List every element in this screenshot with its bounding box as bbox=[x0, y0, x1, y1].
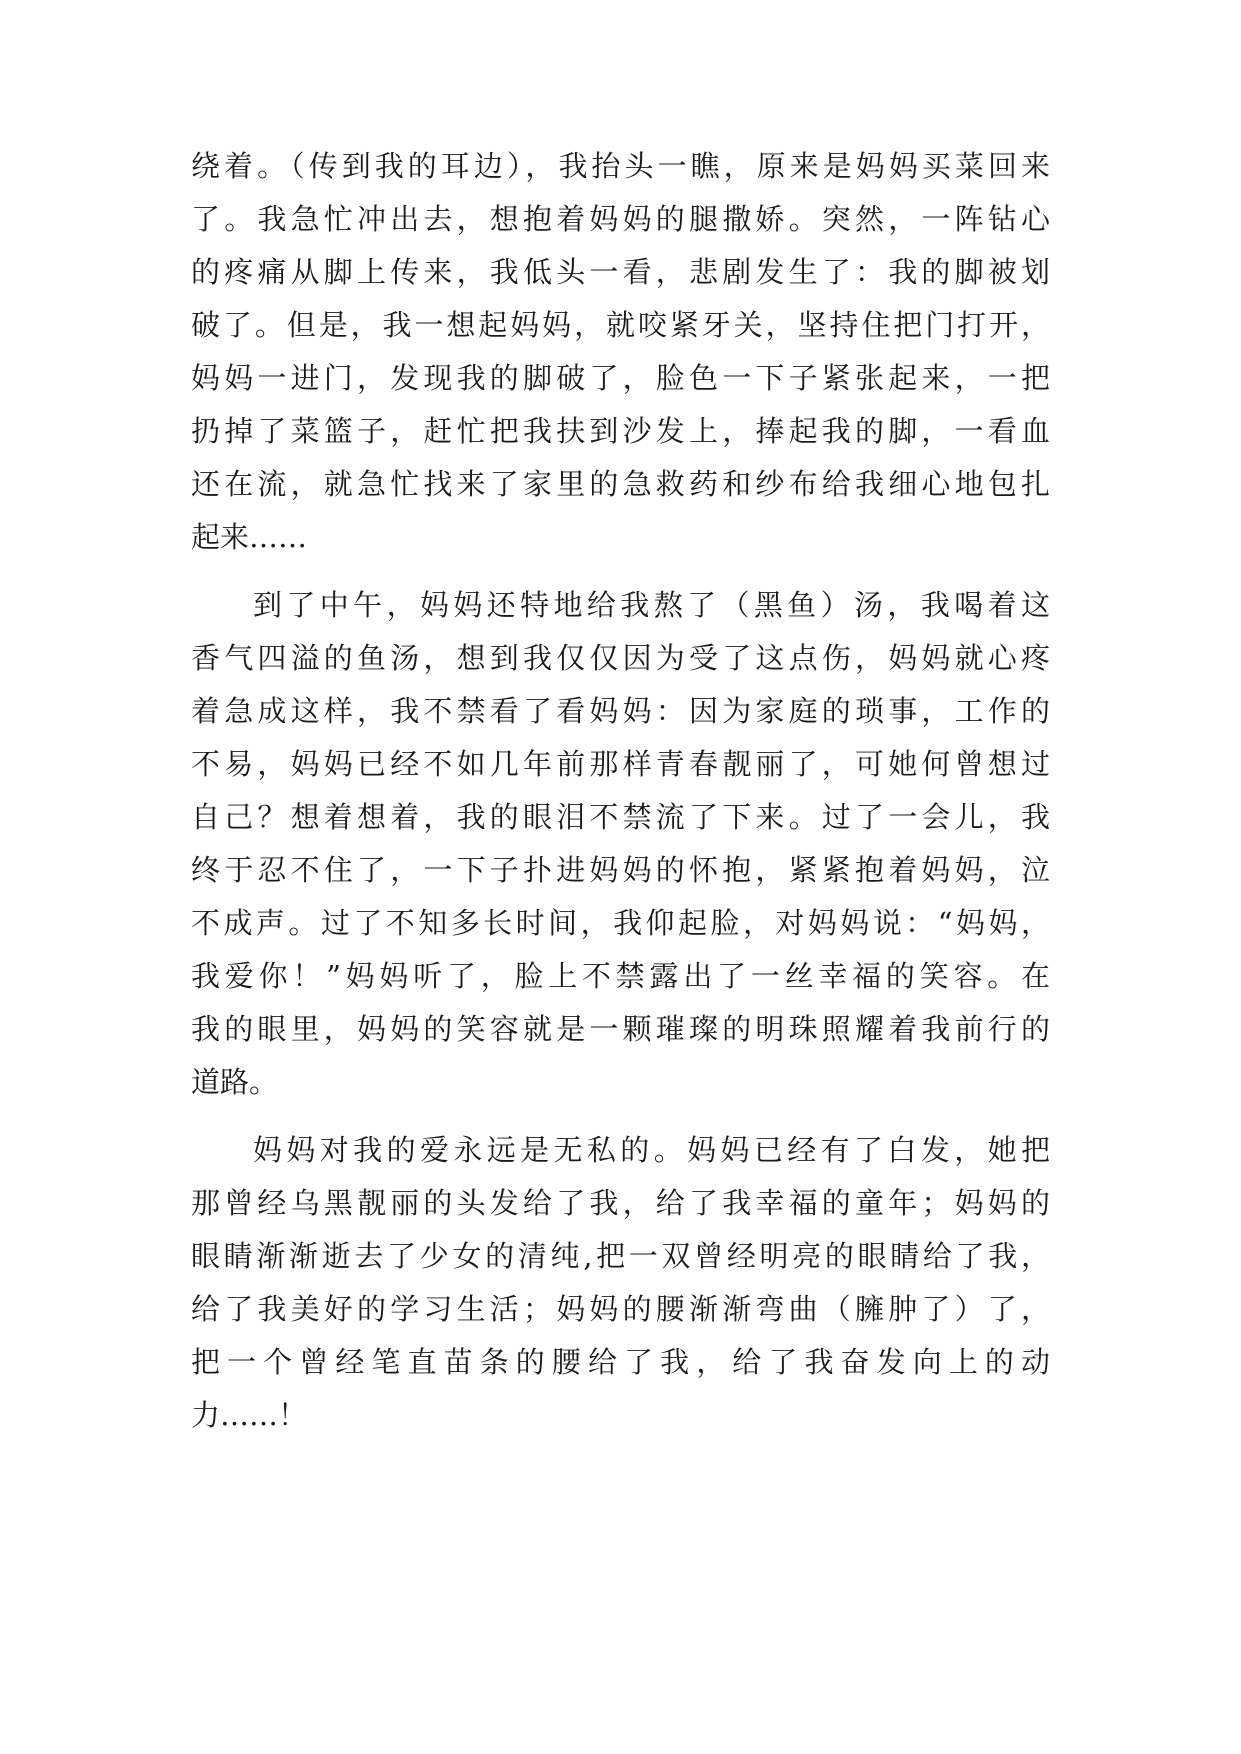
paragraph-line: 那曾经乌黑靓丽的头发给了我，给了我幸福的童年；妈妈的 bbox=[191, 1186, 1050, 1220]
paragraph-line: 终于忍不住了，一下子扑进妈妈的怀抱，紧紧抱着妈妈，泣 bbox=[191, 853, 1050, 887]
paragraph-line: 到了中午，妈妈还特地给我熬了（黑鱼）汤，我喝着这 bbox=[253, 588, 1050, 622]
paragraph-line: 我的眼里，妈妈的笑容就是一颗璀璨的明珠照耀着我前行的 bbox=[191, 1012, 1050, 1046]
paragraph-line: 我爱你！”妈妈听了，脸上不禁露出了一丝幸福的笑容。在 bbox=[191, 959, 1050, 993]
paragraph-line: 妈妈一进门，发现我的脚破了，脸色一下子紧张起来，一把 bbox=[191, 361, 1050, 395]
paragraph-line: 绕着。（传到我的耳边），我抬头一瞧，原来是妈妈买菜回来 bbox=[191, 149, 1050, 183]
paragraph-line: 把一个曾经笔直苗条的腰给了我，给了我奋发向上的动 bbox=[191, 1345, 1050, 1379]
paragraph-line: 还在流，就急忙找来了家里的急救药和纱布给我细心地包扎 bbox=[191, 467, 1050, 501]
paragraph-line: 香气四溢的鱼汤，想到我仅仅因为受了这点伤，妈妈就心疼 bbox=[191, 641, 1050, 675]
paragraph-line: 给了我美好的学习生活；妈妈的腰渐渐弯曲（臃肿了）了， bbox=[191, 1292, 1050, 1326]
paragraph-line: 的疼痛从脚上传来，我低头一看，悲剧发生了：我的脚被划 bbox=[191, 255, 1050, 289]
paragraph-line: 破了。但是，我一想起妈妈，就咬紧牙关，坚持住把门打开， bbox=[191, 308, 1050, 342]
paragraph-line: 眼睛渐渐逝去了少女的清纯,把一双曾经明亮的眼睛给了我， bbox=[191, 1239, 1050, 1273]
paragraph-line: 道路。 bbox=[191, 1065, 279, 1099]
paragraph-line: 起来…… bbox=[191, 520, 308, 554]
paragraph-line: 力……！ bbox=[191, 1398, 308, 1432]
paragraph-line: 自己？想着想着，我的眼泪不禁流了下来。过了一会儿，我 bbox=[191, 800, 1050, 834]
paragraph-line: 妈妈对我的爱永远是无私的。妈妈已经有了白发，她把 bbox=[253, 1133, 1050, 1167]
paragraph-line: 了。我急忙冲出去，想抱着妈妈的腿撒娇。突然，一阵钻心 bbox=[191, 202, 1050, 236]
paragraph-line: 扔掉了菜篮子，赶忙把我扶到沙发上，捧起我的脚，一看血 bbox=[191, 414, 1050, 448]
paragraph-line: 不成声。过了不知多长时间，我仰起脸，对妈妈说：“妈妈， bbox=[191, 906, 1050, 940]
paragraph-line: 不易，妈妈已经不如几年前那样青春靓丽了，可她何曾想过 bbox=[191, 747, 1050, 781]
paragraph-line: 着急成这样，我不禁看了看妈妈：因为家庭的琐事，工作的 bbox=[191, 694, 1050, 728]
